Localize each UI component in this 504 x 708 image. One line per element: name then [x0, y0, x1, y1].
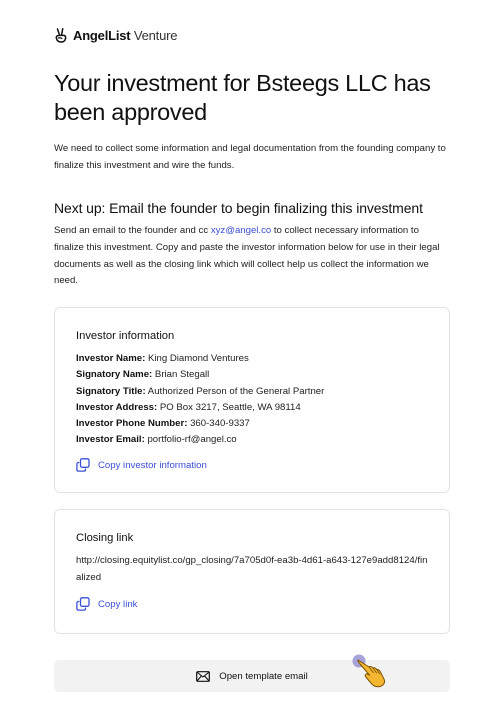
- next-step-heading: Next up: Email the founder to begin finalizing this investment: [54, 200, 423, 216]
- page-title: Your investment for Bsteegs LLC has been approved: [54, 70, 431, 125]
- investor-address-value: PO Box 3217, Seattle, WA 98114: [157, 401, 301, 413]
- cc-email-link[interactable]: xyz@angel.co: [210, 225, 272, 236]
- next-step-text-end: to collect necessary information to finalize this investment. Copy and paste the investor information below for use in their legal documents as well as the closing link which will collect help us collect the information we need.: [54, 225, 440, 287]
- intro-text: We need to collect some information and legal documentation from the founding company to finalize this investment and wire the funds.: [54, 143, 446, 171]
- closing-link-url: http://closing.equitylist.co/gp_closing/7a705d0f-ea3b-4d61-a643-127e9add8124/finalized: [76, 555, 428, 584]
- investor-information-title: Investor information: [76, 330, 175, 343]
- signatory-title-label: Signatory Title:: [76, 385, 146, 397]
- copy-link-button[interactable]: [76, 597, 428, 611]
- investor-address-row: [76, 400, 428, 416]
- copy-link-label: Copy link: [98, 598, 138, 610]
- victory-hand-icon: [54, 28, 68, 43]
- investor-phone-label: Investor Phone Number:: [76, 418, 188, 429]
- signatory-name-value: Brian Stegall: [152, 369, 210, 381]
- copy-icon: [76, 458, 90, 472]
- logo-text: [73, 28, 177, 43]
- investor-phone-row: [76, 416, 428, 432]
- angellist-venture-logo[interactable]: [54, 0, 450, 44]
- hand-pointer-cursor-icon: [350, 652, 392, 688]
- logo-brand: AngelList: [73, 28, 131, 43]
- investor-email-label: Investor Email:: [76, 434, 145, 446]
- investor-name-label: Investor Name:: [76, 353, 146, 365]
- investor-email-row: [76, 432, 428, 448]
- investor-phone-value: 360-340-9337: [187, 418, 250, 429]
- next-step-text: [54, 223, 450, 290]
- closing-link-card: [54, 509, 450, 634]
- investor-email-value: portfolio-rf@angel.co: [144, 434, 237, 446]
- signatory-name-label: Signatory Name:: [76, 369, 153, 381]
- signatory-name-row: [76, 367, 428, 383]
- investor-name-value: King Diamond Ventures: [145, 353, 249, 365]
- copy-icon: [76, 597, 90, 611]
- open-template-email-label: Open template email: [219, 670, 308, 682]
- signatory-title-value: Authorized Person of the General Partner: [145, 385, 325, 397]
- investor-information-card: [54, 307, 450, 493]
- next-step-text-start: Send an email to the founder and cc: [54, 225, 211, 236]
- investor-name-row: [76, 351, 428, 367]
- envelope-icon: [196, 671, 210, 682]
- copy-investor-information-button[interactable]: [76, 458, 428, 472]
- closing-link-title: Closing link: [76, 532, 134, 545]
- logo-product: Venture: [130, 28, 178, 43]
- signatory-title-row: [76, 384, 428, 400]
- copy-investor-information-label: Copy investor information: [98, 459, 207, 471]
- investor-address-label: Investor Address:: [76, 401, 158, 413]
